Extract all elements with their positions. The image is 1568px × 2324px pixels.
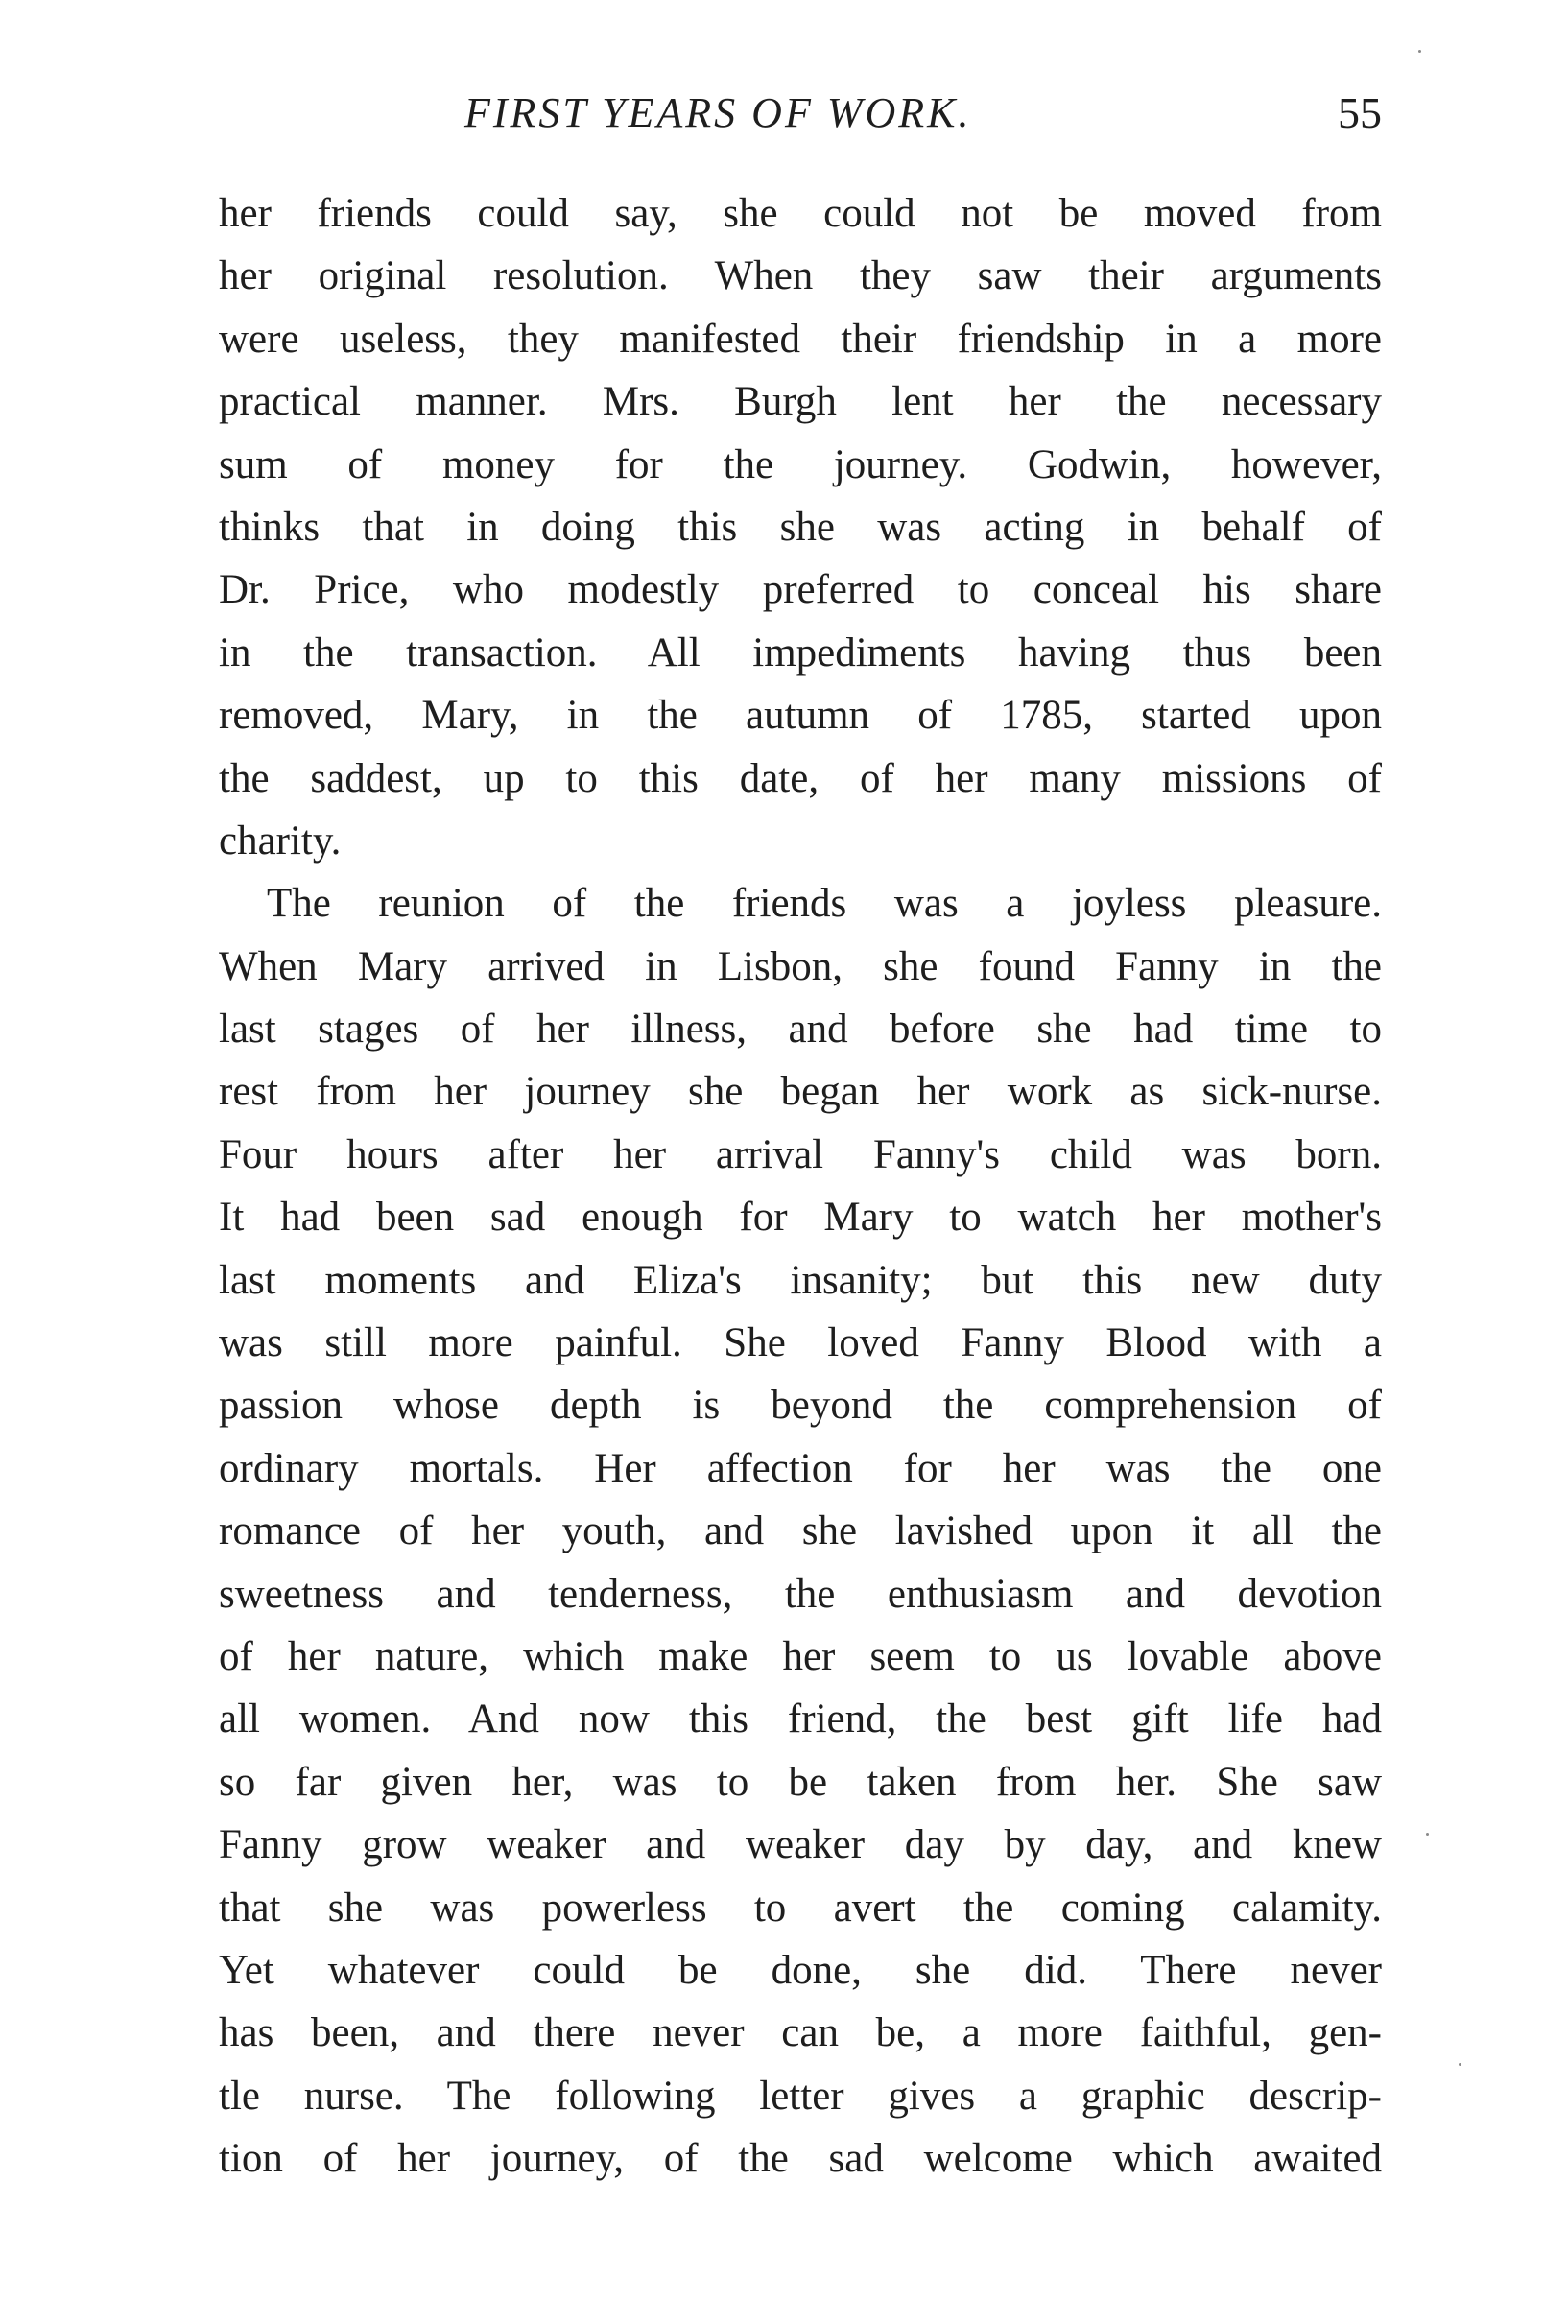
text-line: Fanny grow weaker and weaker day by day, and knew bbox=[219, 1822, 1382, 1868]
text-line: Dr. Price, who modestly preferred to conceal his share bbox=[219, 567, 1382, 613]
text-line: passion whose depth is beyond the comprehension of bbox=[219, 1383, 1382, 1429]
page-number: 55 bbox=[1338, 88, 1382, 137]
text-line: last stages of her illness, and before she had time to bbox=[219, 1007, 1382, 1053]
text-line: tle nurse. The following letter gives a graphic descrip- bbox=[219, 2073, 1382, 2119]
text-line: The reunion of the friends was a joyless pleasure. bbox=[267, 881, 1382, 927]
paragraph-2 bbox=[219, 872, 1382, 2190]
text-line: so far given her, was to be taken from her. She saw bbox=[219, 1759, 1382, 1805]
paper-speck bbox=[1426, 1833, 1429, 1836]
paper-speck bbox=[1459, 2063, 1461, 2066]
body-text bbox=[219, 182, 1382, 2191]
text-line: last moments and Eliza's insanity; but this new duty bbox=[219, 1257, 1382, 1303]
text-line: her friends could say, she could not be moved from bbox=[219, 191, 1382, 236]
text-line: removed, Mary, in the autumn of 1785, started upon bbox=[219, 693, 1382, 739]
text-line: ordinary mortals. Her affection for her was the one bbox=[219, 1445, 1382, 1491]
text-line: romance of her youth, and she lavished upon it all the bbox=[219, 1508, 1382, 1554]
text-line: It had been sad enough for Mary to watch her mother's bbox=[219, 1195, 1382, 1241]
text-line: that she was powerless to avert the coming calamity. bbox=[219, 1885, 1382, 1931]
text-line: charity. bbox=[219, 818, 342, 864]
text-line: has been, and there never can be, a more faithful, gen- bbox=[219, 2010, 1382, 2056]
text-line: Four hours after her arrival Fanny's child was born. bbox=[219, 1131, 1382, 1177]
text-line: of her nature, which make her seem to us lovable above bbox=[219, 1633, 1382, 1679]
text-line: were useless, they manifested their friendship in a more bbox=[219, 316, 1382, 362]
paper-speck bbox=[1418, 50, 1421, 53]
text-line: practical manner. Mrs. Burgh lent her the necessary bbox=[219, 379, 1382, 425]
text-line: her original resolution. When they saw their arguments bbox=[219, 253, 1382, 299]
text-line: the saddest, up to this date, of her many missions of bbox=[219, 755, 1382, 801]
running-title: FIRST YEARS OF WORK. bbox=[464, 89, 972, 136]
page-header bbox=[219, 75, 1382, 152]
text-line: rest from her journey she began her work as sick-nurse. bbox=[219, 1069, 1382, 1115]
text-line: Yet whatever could be done, she did. There never bbox=[219, 1947, 1382, 1993]
text-line: sum of money for the journey. Godwin, however, bbox=[219, 441, 1382, 487]
text-line: thinks that in doing this she was acting in behalf of bbox=[219, 504, 1382, 550]
text-line: When Mary arrived in Lisbon, she found Fanny in the bbox=[219, 943, 1382, 989]
text-line: sweetness and tenderness, the enthusiasm and devotion bbox=[219, 1571, 1382, 1617]
paragraph-1 bbox=[219, 182, 1382, 872]
text-line: all women. And now this friend, the best gift life had bbox=[219, 1696, 1382, 1743]
text-line: was still more painful. She loved Fanny Blood with a bbox=[219, 1320, 1382, 1366]
text-line: in the transaction. All impediments having thus been bbox=[219, 629, 1382, 676]
text-line: tion of her journey, of the sad welcome which awaited bbox=[219, 2136, 1382, 2182]
